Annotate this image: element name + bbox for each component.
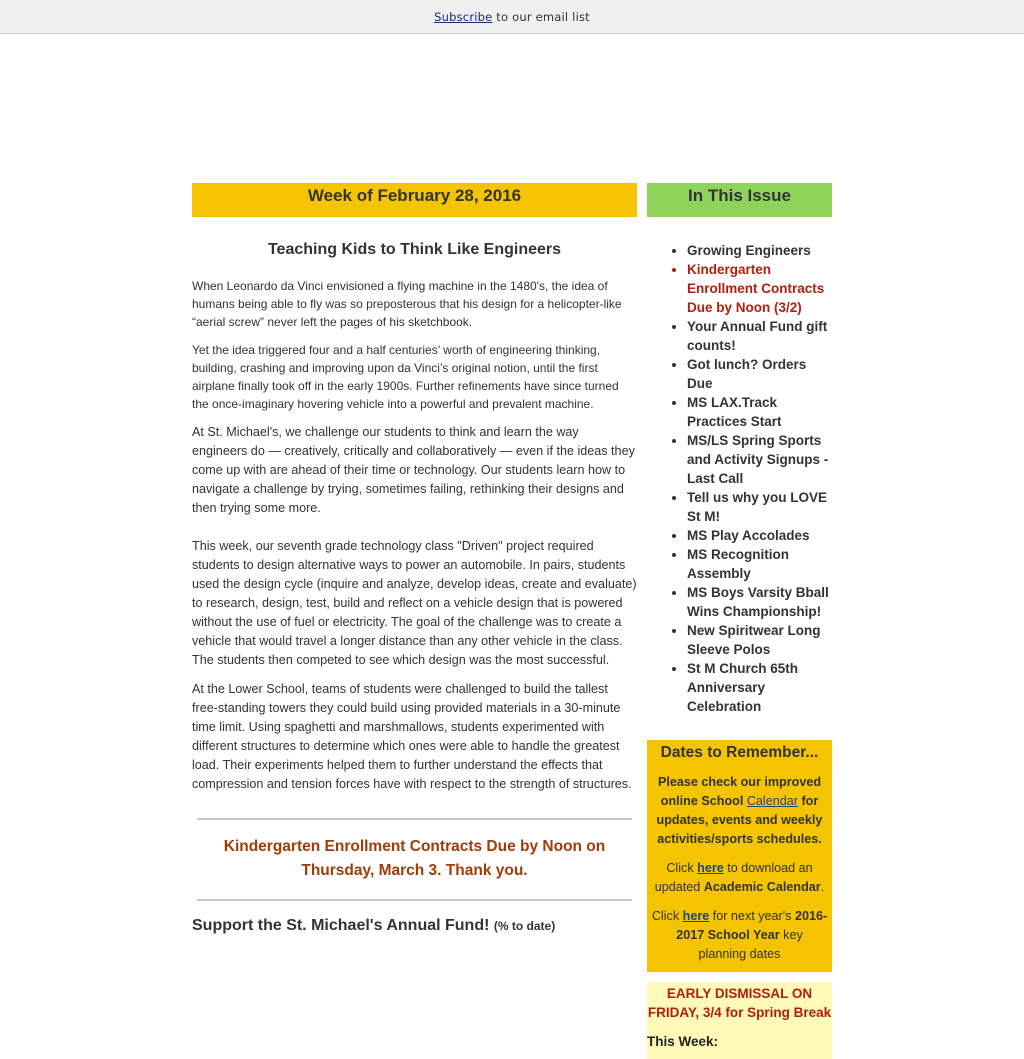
sidebar bbox=[647, 183, 832, 1059]
issue-item[interactable]: • Growing Engineers bbox=[687, 241, 832, 260]
subscribe-link[interactable]: Subscribe bbox=[434, 10, 493, 24]
planning-dates-link[interactable]: here bbox=[682, 909, 710, 923]
article-paragraph: At St. Michael's, we challenge our students to think and learn the way engineers do — creatively, critically and collaboratively — even if the ideas they come up with are ahead of their time or technology. Our students learn how to navigate a challenge by trying, sometimes failing, rethinking their designs and then trying some more. bbox=[192, 425, 635, 515]
planning-dates-note bbox=[651, 907, 828, 964]
issue-item[interactable]: • St M Church 65th Anniversary Celebration bbox=[687, 659, 832, 716]
calendar-note-text: Please check our improved online School bbox=[657, 775, 822, 808]
annual-fund-pct: (% to date) bbox=[493, 919, 556, 933]
early-dismissal-notice: EARLY DISMISSAL ON FRIDAY, 3/4 for Spring Break bbox=[647, 986, 832, 1020]
divider bbox=[197, 818, 632, 820]
kindergarten-notice: Kindergarten Enrollment Contracts Due by Noon on Thursday, March 3. Thank you. bbox=[223, 838, 606, 879]
article-paragraph: Yet the idea triggered four and a half centuries’ worth of engineering thinking, building, crashing and improving upon da Vinci’s original notion, until the first airplane finally took off in the early 1900s. Further refinements have since turned the once-imaginary hovering vehicle into a powerful and prevalent machine. bbox=[192, 343, 619, 411]
article-title: Teaching Kids to Think Like Engineers bbox=[267, 241, 562, 258]
school-year-label: 2016-2017 School Year bbox=[676, 909, 828, 942]
next-year-text: for next year's bbox=[712, 909, 792, 923]
article-paragraph: When Leonardo da Vinci envisioned a flying machine in the 1480's, the idea of humans being able to fly was so preposterous that his design for a helicopter-like “aerial screw” never left the pages of his sketchbook. bbox=[192, 279, 622, 329]
issue-item[interactable]: • Tell us why you LOVE St M! bbox=[687, 488, 832, 526]
issue-item[interactable]: • MS Play Accolades bbox=[687, 526, 832, 545]
issue-item[interactable]: • New Spiritwear Long Sleeve Polos bbox=[687, 621, 832, 659]
subscribe-text: to our email list bbox=[496, 10, 590, 24]
calendar-note bbox=[651, 773, 828, 849]
in-this-issue-banner: In This Issue bbox=[647, 183, 832, 217]
article-paragraph: At the Lower School, teams of students were challenged to build the tallest free-standing towers they could build using provided materials in a 30-minute time limit. Using spaghetti and marshmallows, students experimented with different structures to determine which ones were able to handle the greatest load. Their experiments helped them to further understand the effects that compression and tension forces have with respect to the strength of structures. bbox=[192, 682, 632, 791]
annual-fund-heading bbox=[192, 917, 637, 935]
annual-fund-title: Support the St. Michael's Annual Fund! bbox=[192, 917, 490, 934]
calendar-note-text: for updates, events and weekly activities/sports schedules. bbox=[656, 794, 823, 846]
calendar-link[interactable]: Calendar bbox=[746, 794, 798, 808]
issue-item[interactable]: • MS Recognition Assembly bbox=[687, 545, 832, 583]
week-banner: Week of February 28, 2016 bbox=[192, 183, 637, 217]
click-text: Click bbox=[651, 909, 680, 923]
academic-calendar-link[interactable]: here bbox=[697, 861, 724, 875]
main-column bbox=[192, 183, 637, 935]
planning-text: key planning dates bbox=[698, 928, 803, 961]
academic-calendar-label: Academic Calendar bbox=[703, 880, 821, 894]
click-text: Click bbox=[666, 861, 694, 875]
academic-calendar-note: Click here to download an updated Academic Calendar. bbox=[654, 861, 825, 894]
article-paragraph: This week, our seventh grade technology class "Driven" project required students to design alternative ways to power an automobile. In pairs, students used the design cycle (inquire and analyze, develop ideas, create and evaluate) to research, design, test, build and reflect on a vehicle design that is powered without the use of fuel or electricity. The goal of the challenge was to create a vehicle that would travel a longer distance than any other vehicle in the class. The students then competed to see which design was the most successful. bbox=[192, 539, 637, 667]
dates-to-remember bbox=[647, 740, 832, 972]
issue-item[interactable]: • MS/LS Spring Sports and Activity Signups - Last Call bbox=[687, 431, 832, 488]
issue-item[interactable]: • Got lunch? Orders Due bbox=[687, 355, 832, 393]
subscribe-bar bbox=[0, 0, 1024, 34]
divider bbox=[197, 899, 632, 901]
issue-item[interactable]: • Your Annual Fund gift counts! bbox=[687, 317, 832, 355]
early-dismissal-box bbox=[647, 982, 832, 1059]
dates-title: Dates to Remember... bbox=[660, 744, 819, 761]
download-text: to download an updated bbox=[654, 861, 813, 894]
issue-list bbox=[647, 241, 832, 716]
this-week-heading: This Week: bbox=[647, 1034, 719, 1049]
issue-item[interactable]: • MS LAX.Track Practices Start bbox=[687, 393, 832, 431]
issue-item[interactable]: • MS Boys Varsity Bball Wins Championship! bbox=[687, 583, 832, 621]
issue-item[interactable]: • Kindergarten Enrollment Contracts Due by Noon (3/2) bbox=[687, 260, 832, 317]
paragraph-spacer bbox=[192, 518, 637, 537]
